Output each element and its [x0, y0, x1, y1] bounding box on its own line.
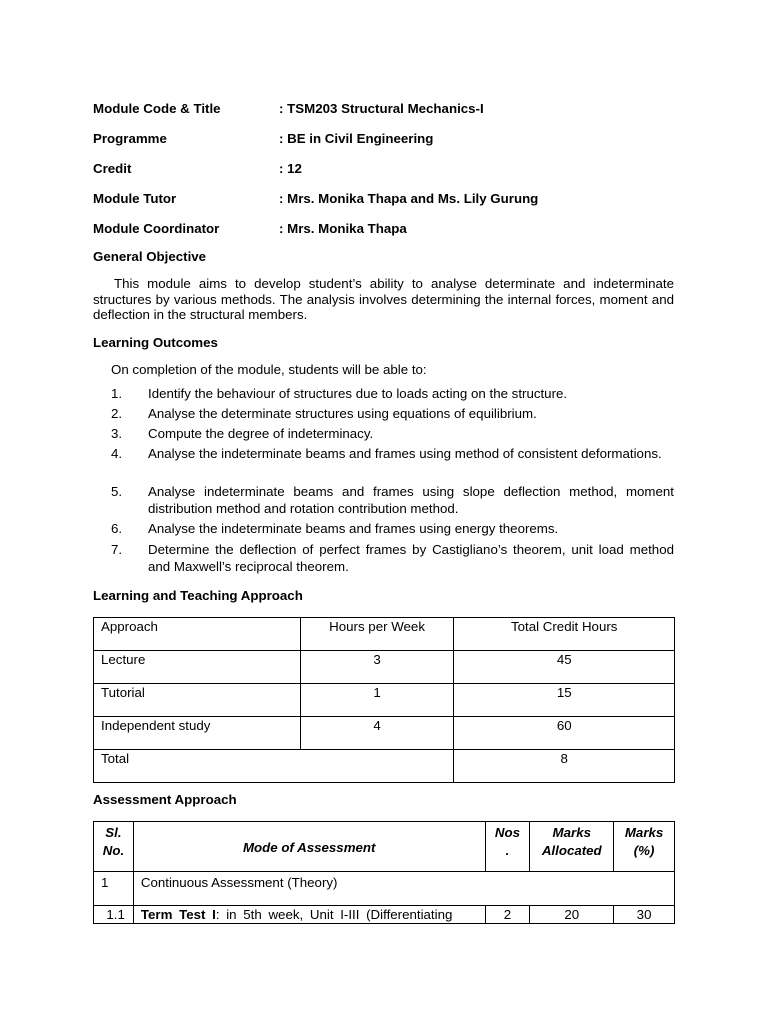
nos-cell: 2: [485, 906, 530, 924]
total-value: 8: [454, 750, 675, 783]
meta-row-module-tutor: [93, 191, 693, 209]
outcome-number: 4.: [111, 446, 123, 461]
header-line: (%): [633, 843, 655, 858]
marks-cell: 20: [530, 906, 614, 924]
meta-row-programme: [93, 131, 693, 149]
column-header-total: Total Credit Hours: [454, 618, 675, 651]
table-row: [94, 651, 675, 684]
table-header-row: [94, 618, 675, 651]
approach-cell: Lecture: [94, 651, 301, 684]
outcome-number: 6.: [111, 521, 123, 536]
general-objective-text: This module aims to develop student’s ability to analyse determinate and indeterminate structures by various methods. The analysis involves determining the internal forces, moment and deflection in the structural members.: [93, 276, 674, 322]
header-line: Nos: [494, 825, 521, 840]
meta-row-module-code: [93, 101, 693, 119]
learning-outcomes-intro: On completion of the module, students will be able to:: [111, 362, 427, 377]
column-header-sl: [94, 822, 134, 872]
column-header-hours: Hours per Week: [300, 618, 454, 651]
header-line: .: [505, 843, 510, 858]
mode-cell: Continuous Assessment (Theory): [133, 872, 674, 906]
approach-cell: Independent study: [94, 717, 301, 750]
header-line: Sl.: [105, 825, 122, 840]
outcome-number: 7.: [111, 542, 123, 557]
meta-key: Programme: [93, 131, 167, 146]
outcome-text: Analyse indeterminate beams and frames using slope deflection method, moment distribution method and rotation contribution method.: [148, 484, 674, 516]
meta-value: : Mrs. Monika Thapa: [279, 221, 407, 236]
mode-title: Term Test I: [140, 907, 216, 922]
column-header-nos: [485, 822, 530, 872]
assessment-approach-heading: Assessment Approach: [93, 792, 237, 807]
header-line: No.: [102, 843, 125, 858]
percent-cell: 30: [614, 906, 675, 924]
table-header-row: [94, 822, 675, 872]
meta-value: : TSM203 Structural Mechanics-I: [279, 101, 484, 116]
header-line: Allocated: [541, 843, 602, 858]
outcome-text: Analyse the indeterminate beams and frames using method of consistent deformations.: [148, 446, 662, 461]
meta-key: Module Coordinator: [93, 221, 220, 236]
table-row: [94, 872, 675, 906]
meta-key: Module Tutor: [93, 191, 177, 206]
outcome-number: 3.: [111, 426, 123, 441]
meta-value: : BE in Civil Engineering: [279, 131, 434, 146]
outcome-text: Analyse the determinate structures using equations of equilibrium.: [148, 406, 537, 421]
total-cell: 45: [454, 651, 675, 684]
meta-value: : 12: [279, 161, 302, 176]
meta-key: Credit: [93, 161, 132, 176]
mode-cell: [133, 906, 485, 924]
hours-cell: 3: [300, 651, 454, 684]
approach-cell: Tutorial: [94, 684, 301, 717]
outcome-number: 2.: [111, 406, 123, 421]
teaching-approach-heading: Learning and Teaching Approach: [93, 588, 303, 603]
meta-key: Module Code & Title: [93, 101, 221, 116]
sl-cell: 1.1: [94, 906, 134, 924]
learning-outcomes-heading: Learning Outcomes: [93, 335, 218, 350]
outcome-text: Identify the behaviour of structures due to loads acting on the structure.: [148, 386, 568, 401]
outcome-text: Determine the deflection of perfect frames by Castigliano’s theorem, unit load method and Maxwell’s reciprocal theorem.: [148, 542, 674, 574]
table-row: [94, 717, 675, 750]
hours-cell: 1: [300, 684, 454, 717]
assessment-table: [93, 821, 675, 924]
meta-value: : Mrs. Monika Thapa and Ms. Lily Gurung: [279, 191, 539, 206]
meta-row-credit: [93, 161, 693, 179]
sl-cell: 1: [94, 872, 134, 906]
hours-cell: 4: [300, 717, 454, 750]
mode-detail: : in 5th week, Unit I-III (Differentiating: [215, 907, 453, 922]
column-header-marks-allocated: [530, 822, 614, 872]
meta-row-module-coordinator: [93, 221, 693, 239]
table-row: [94, 906, 675, 924]
table-total-row: [94, 750, 675, 783]
column-header-marks-percent: [614, 822, 675, 872]
column-header-approach: Approach: [94, 618, 301, 651]
table-row: [94, 684, 675, 717]
total-label: Total: [94, 750, 454, 783]
outcome-number: 1.: [111, 386, 123, 401]
general-objective-heading: General Objective: [93, 249, 207, 264]
column-header-mode: Mode of Assessment: [133, 822, 485, 872]
total-cell: 15: [454, 684, 675, 717]
outcome-number: 5.: [111, 484, 123, 499]
outcome-text: Compute the degree of indeterminacy.: [148, 426, 374, 441]
outcome-text: Analyse the indeterminate beams and frames using energy theorems.: [148, 521, 559, 536]
total-cell: 60: [454, 717, 675, 750]
header-line: Marks: [624, 825, 664, 840]
teaching-approach-table: [93, 617, 675, 783]
header-line: Marks: [552, 825, 591, 840]
